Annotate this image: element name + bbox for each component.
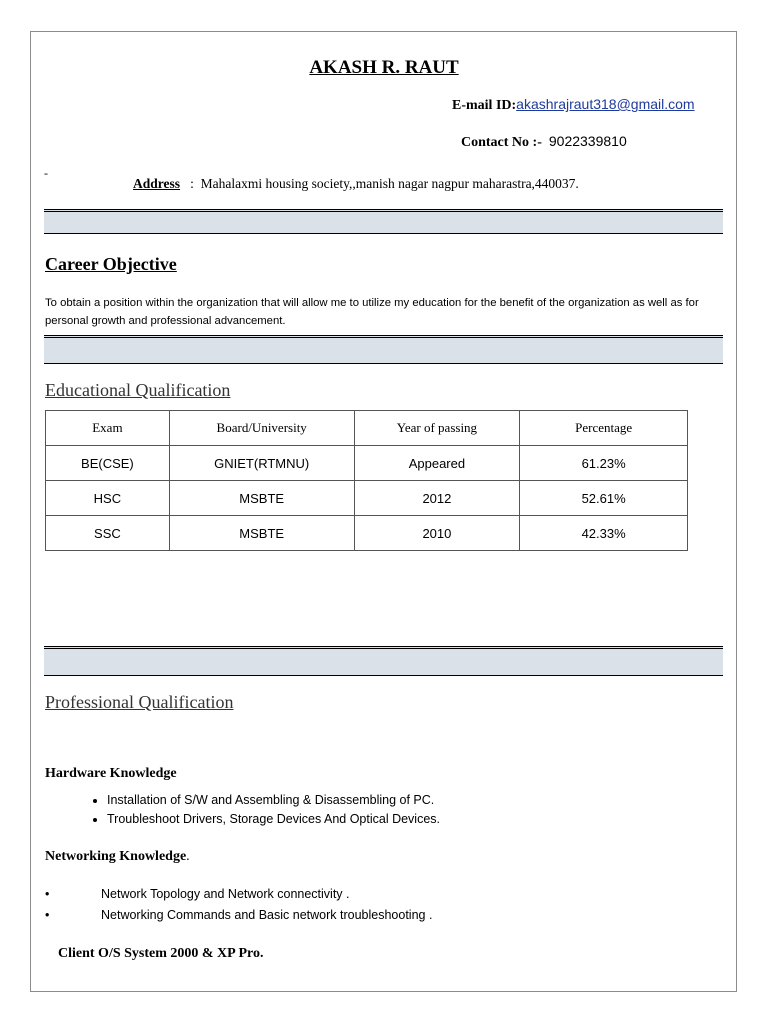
contact-label: Contact No :- — [461, 135, 542, 150]
address-label: Address — [133, 176, 181, 191]
section-divider-band — [44, 335, 723, 364]
list-item: • Installation of S/W and Assembling & Disassembling of PC. — [107, 791, 440, 810]
column-header: Board/University — [169, 411, 354, 446]
hardware-knowledge-heading: Hardware Knowledge — [45, 766, 177, 781]
address-value: Mahalaxmi housing society,,manish nagar nagpur maharastra,440037. — [200, 176, 579, 191]
table-header-row — [46, 411, 688, 446]
professional-qualification-heading: Professional Qualification — [45, 692, 234, 712]
table-cell: 2010 — [354, 516, 520, 551]
section-divider-band — [44, 209, 723, 234]
career-objective-text: To obtain a position within the organization that will allow me to utilize my education for the benefit of the organization as well as for personal growth and professional advancement. — [45, 297, 699, 327]
table-cell: 2012 — [354, 481, 520, 516]
email-link[interactable]: akashrajraut318@gmail.com — [516, 96, 695, 112]
table-cell: GNIET(RTMNU) — [169, 446, 354, 481]
table-cell: SSC — [46, 516, 170, 551]
table-row — [46, 481, 688, 516]
address-separator: : — [190, 176, 194, 191]
column-header: Year of passing — [354, 411, 520, 446]
education-table — [45, 410, 688, 551]
table-cell: 61.23% — [520, 446, 688, 481]
hardware-list — [64, 791, 440, 828]
career-objective-heading: Career Objective — [45, 254, 177, 274]
table-cell: BE(CSE) — [46, 446, 170, 481]
email-line — [452, 96, 695, 114]
contact-line — [461, 133, 627, 151]
educational-qualification-heading: Educational Qualification — [45, 380, 231, 400]
table-cell: 52.61% — [520, 481, 688, 516]
table-row — [46, 446, 688, 481]
bullet-icon: • — [45, 887, 50, 901]
table-cell: MSBTE — [169, 481, 354, 516]
table-cell: 42.33% — [520, 516, 688, 551]
networking-knowledge-heading — [45, 849, 190, 865]
column-header: Exam — [46, 411, 170, 446]
section-divider-band — [44, 646, 723, 676]
networking-item: Networking Commands and Basic network troubleshooting . — [101, 908, 433, 922]
table-cell: HSC — [46, 481, 170, 516]
client-os-line: Client O/S System 2000 & XP Pro. — [58, 946, 264, 961]
networking-item: Network Topology and Network connectivity . — [101, 887, 350, 901]
table-row — [46, 516, 688, 551]
stray-dash: - — [44, 166, 48, 180]
candidate-name: AKASH R. RAUT — [309, 57, 459, 78]
email-label: E-mail ID: — [452, 98, 517, 113]
list-item: • Troubleshoot Drivers, Storage Devices And Optical Devices. — [107, 810, 440, 829]
bullet-icon: • — [45, 908, 50, 922]
contact-value: 9022339810 — [548, 133, 627, 149]
column-header: Percentage — [520, 411, 688, 446]
networking-heading-dot: . — [186, 849, 190, 864]
address-line — [133, 176, 579, 192]
table-cell: Appeared — [354, 446, 520, 481]
networking-heading-text: Networking Knowledge — [45, 849, 187, 864]
table-cell: MSBTE — [169, 516, 354, 551]
